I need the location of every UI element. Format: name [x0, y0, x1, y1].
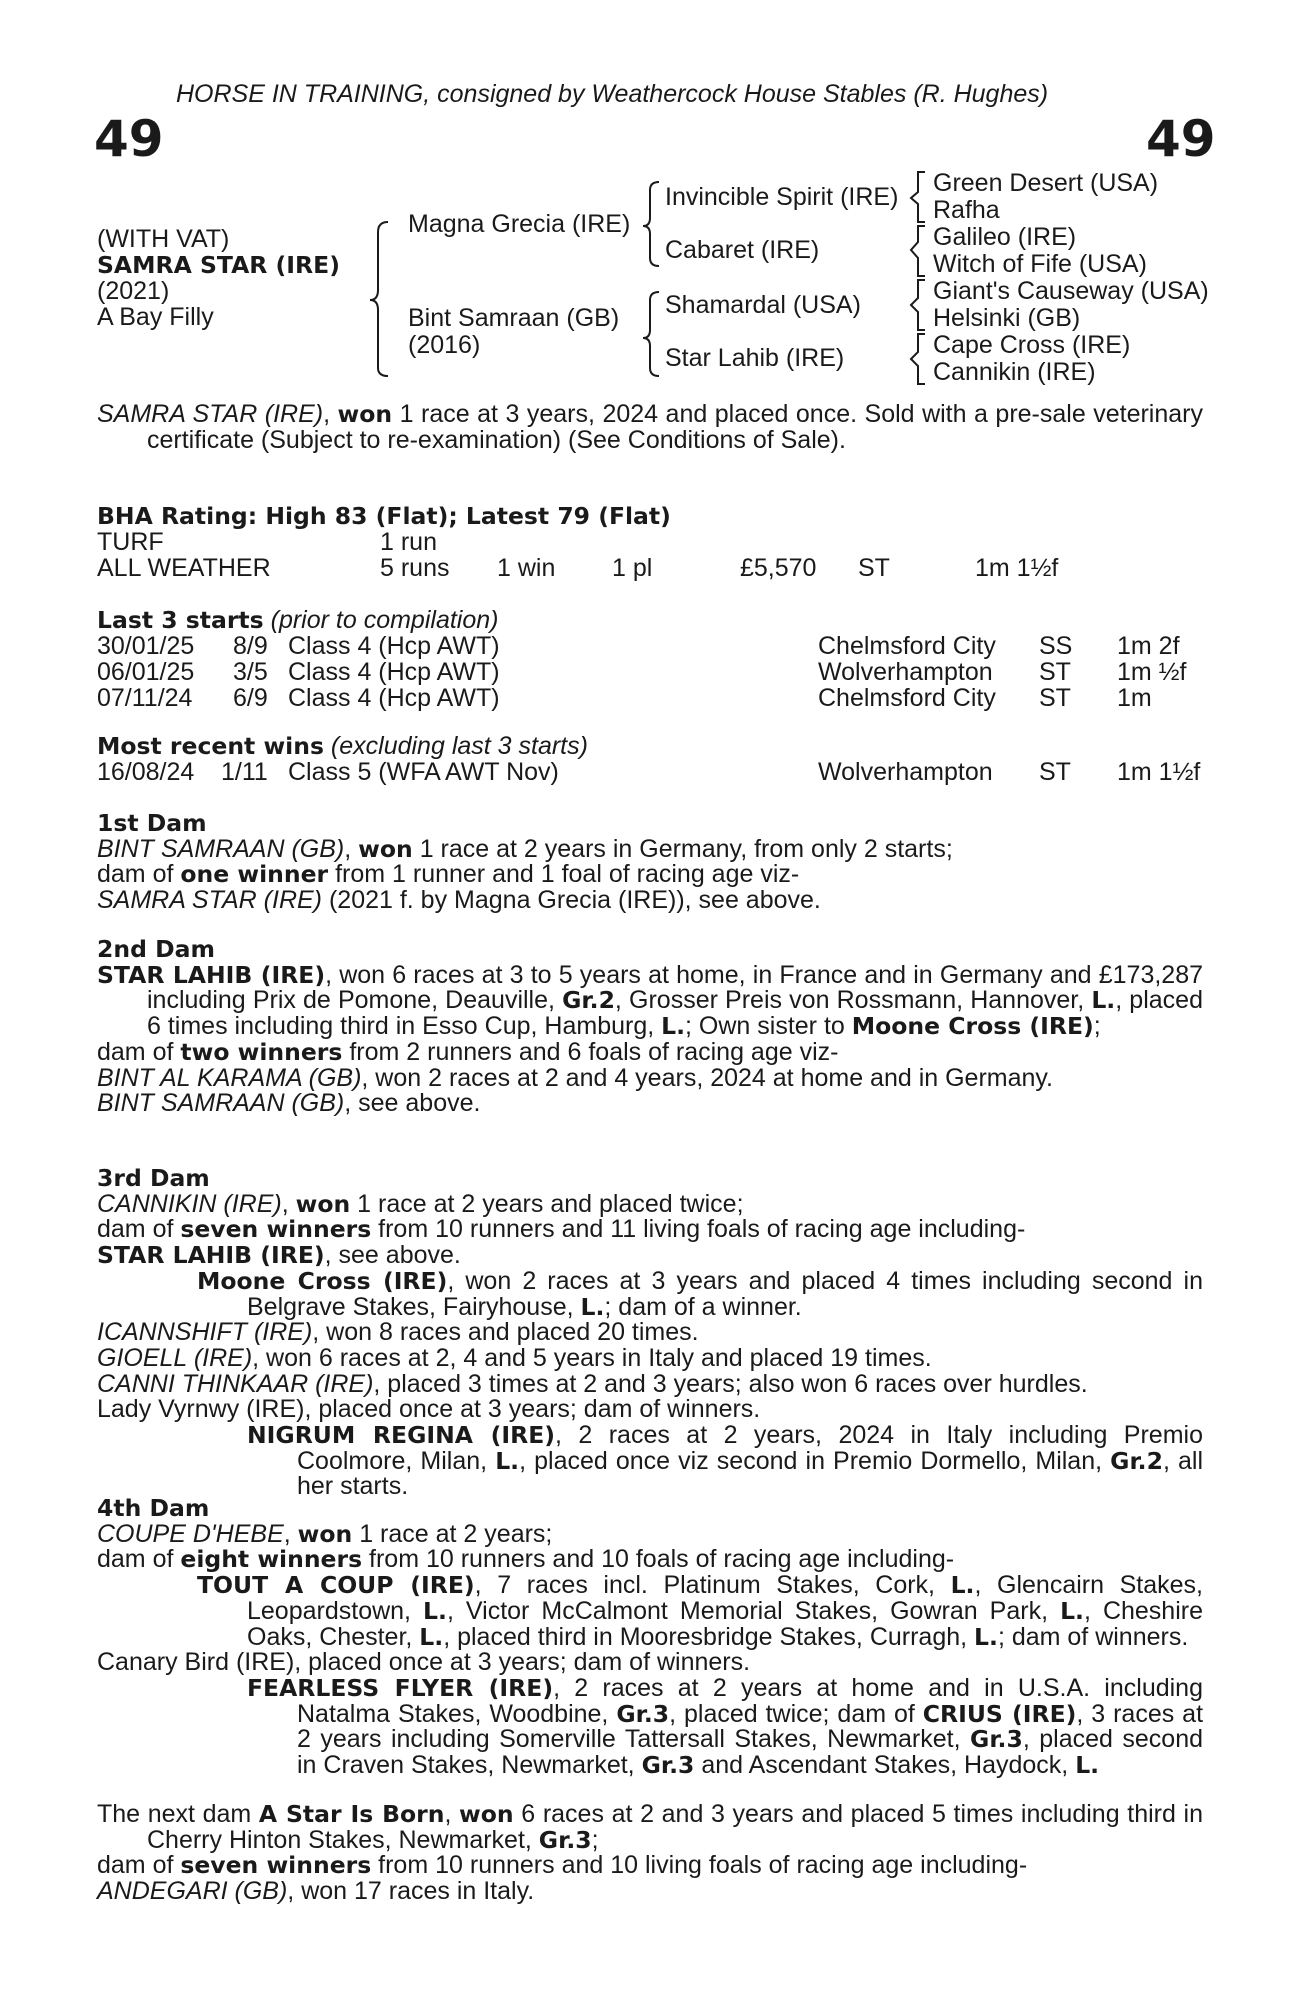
dam3-damof: dam of — [97, 1215, 181, 1244]
dam3-offspring-5-text: , placed 3 times at 2 and 3 years; also won 6 races over hurdles. — [373, 1369, 1088, 1398]
row-date: 16/08/24 — [97, 758, 195, 786]
dam4-o3-e: and Ascendant Stakes, Haydock, — [694, 1751, 1076, 1780]
sire-dam: Cabaret (IRE) — [665, 236, 820, 264]
dam4-o3-d: , placed second in Craven Stakes, Newmarket, — [297, 1725, 1204, 1780]
nextdam-grade: Gr.3 — [538, 1825, 592, 1854]
row-distance: 1m ½f — [1117, 658, 1187, 686]
dam3-grandoffspring-name: NIGRUM REGINA (IRE) — [247, 1421, 556, 1450]
dam2-text-a: , won 6 races at 3 to 5 years at home, in France and in Germany and £173,287 including Prix de Pomone, Deauville, — [147, 960, 1204, 1015]
dam1-damof: dam of — [97, 860, 181, 889]
vat-label: (WITH VAT) — [97, 225, 230, 253]
horse-year: (2021) — [97, 277, 170, 305]
dam-sire: Shamardal (USA) — [665, 291, 861, 319]
dam3-offspring-1-name: STAR LAHIB (IRE) — [97, 1241, 325, 1270]
dam4-section — [97, 1496, 1203, 1779]
nextdam-name: A Star Is Born — [258, 1800, 445, 1828]
row-pos: 1/11 — [221, 758, 268, 786]
dam3-section — [97, 1166, 1203, 1500]
dam4-offspring-1-name: TOUT A COUP (IRE) — [197, 1571, 475, 1600]
nextdam-damof: dam of — [97, 1851, 181, 1880]
dam1-name: BINT SAMRAAN (GB) — [97, 834, 345, 863]
dam: Bint Samraan (GB) — [408, 304, 620, 332]
nextdam-offspring-text: , won 17 races in Italy. — [287, 1877, 535, 1906]
table-row — [97, 686, 192, 712]
dam3-offspring-4-text: , won 6 races at 2, 4 and 5 years in Italy and placed 19 times. — [252, 1343, 932, 1372]
turf-label: TURF — [97, 528, 164, 556]
row-race: Class 5 (WFA AWT Nov) — [288, 758, 559, 786]
ped-ddd: Cannikin (IRE) — [933, 358, 1096, 386]
dam2-offspring-2-name: BINT SAMRAAN (GB) — [97, 1089, 345, 1118]
nextdam-winners: seven winners — [180, 1851, 372, 1880]
dam1-offspring-name: SAMRA STAR (IRE) — [97, 886, 323, 915]
ped-sss: Green Desert (USA) — [933, 169, 1159, 197]
dam4-name: COUPE D'HEBE — [97, 1519, 284, 1548]
row-pos: 3/5 — [233, 658, 268, 686]
dam4-o3-c: , 3 races at 2 years including Somerville Tattersall Stakes, Newmarket, — [297, 1699, 1204, 1754]
dam4-o1-f: ; dam of winners. — [997, 1622, 1189, 1651]
nextdam-won: won — [459, 1800, 514, 1828]
aw-label: ALL WEATHER — [97, 554, 271, 582]
dam3-grandoffspring-grade: Gr.2 — [1110, 1446, 1163, 1475]
row-date: 06/01/25 — [97, 658, 195, 686]
row-course: Chelmsford City — [818, 632, 996, 660]
dam3-runners: from 10 runners and 11 living foals of racing age including- — [371, 1215, 1026, 1244]
dam4-o3-b: , placed twice; dam of — [669, 1699, 923, 1728]
row-pos: 8/9 — [233, 632, 268, 660]
dam4-o3-gr3: Gr.3 — [641, 1751, 695, 1780]
row-race: Class 4 (Hcp AWT) — [288, 632, 500, 660]
row-surface: ST — [1039, 758, 1071, 786]
dam1-runners: from 1 runner and 1 foal of racing age viz- — [328, 860, 800, 889]
dam4-o1-l3: L. — [1060, 1596, 1084, 1625]
last3-heading — [97, 608, 498, 634]
table-row — [97, 634, 194, 660]
dam2-text-b: , Grosser Preis von Rossmann, Hannover, — [614, 986, 1092, 1015]
aw-placed: 1 pl — [612, 554, 653, 582]
summary-horse-name: SAMRA STAR (IRE) — [97, 400, 324, 428]
row-pos: 6/9 — [233, 684, 268, 712]
horse-name: SAMRA STAR (IRE) — [97, 251, 340, 279]
dam2-section — [97, 937, 1203, 1117]
dam2-offspring-1-text: , won 2 races at 2 and 4 years, 2024 at home and in Germany. — [361, 1063, 1054, 1092]
row-distance: 1m 1½f — [1117, 758, 1201, 786]
bha-heading: BHA Rating: High 83 (Flat); Latest 79 (Flat) — [97, 502, 671, 530]
row-surface: ST — [1039, 658, 1071, 686]
dam4-o1-l1: L. — [950, 1571, 975, 1600]
row-distance: 1m — [1117, 684, 1152, 712]
dam3-grandoffspring-text-c: , all her starts. — [297, 1446, 1204, 1501]
dam4-o1-e: , placed third in Mooresbridge Stakes, Curragh, — [443, 1622, 975, 1651]
dam4-runners: from 10 runners and 10 foals of racing age including- — [362, 1545, 955, 1574]
dam3-heading: 3rd Dam — [97, 1164, 210, 1192]
ped-ssd: Rafha — [933, 196, 1000, 224]
dam4-o1-a: , 7 races incl. Platinum Stakes, Cork, — [474, 1571, 951, 1600]
dam1-section: 1st Dam BINT SAMRAAN (GB), won 1 race at 2 years in Germany, from only 2 starts; dam of one winner from 1 runner and 1 foal of racing age viz- SAMRA STAR (IRE) (2021 f. by Magna Grecia (IRE)), see above. — [97, 811, 1203, 914]
dam2-text-d: ; Own sister to — [685, 1012, 852, 1041]
summary-paragraph: SAMRA STAR (IRE), won 1 race at 3 years, 2024 and placed once. Sold with a pre-sale veterinary certificate (Subject to re-examination) (See Conditions of Sale). — [97, 400, 1203, 454]
recent-heading-note: (excluding last 3 starts) — [323, 732, 588, 760]
dam2-damof: dam of — [97, 1037, 181, 1066]
dam4-o3-crius: CRIUS (IRE) — [922, 1699, 1077, 1728]
dam3-offspring-1-text: , see above. — [324, 1241, 461, 1270]
dam3-offspring-5-name: CANNI THINKAAR (IRE) — [97, 1369, 374, 1398]
ped-dsd: Helsinki (GB) — [933, 304, 1081, 332]
dam-year: (2016) — [408, 331, 481, 359]
last3-heading-text: Last 3 starts — [97, 606, 264, 634]
nextdam-offspring-name: ANDEGARI (GB) — [97, 1877, 288, 1906]
nextdam-intro: The next dam — [97, 1800, 259, 1828]
dam4-offspring-2: Canary Bird (IRE), placed once at 3 years; dam of winners. — [97, 1648, 751, 1677]
dam4-won: won — [297, 1519, 353, 1548]
last3-heading-note: (prior to compilation) — [263, 606, 499, 634]
dam4-o3-a: , 2 races at 2 years at home and in U.S.A. including Natalma Stakes, Woodbine, — [297, 1673, 1203, 1728]
dam2-text-e: ; — [1093, 1012, 1101, 1041]
table-row — [97, 760, 194, 786]
dam3-offspring-3-name: ICANNSHIFT (IRE) — [97, 1318, 313, 1347]
dam3-text: 1 race at 2 years and placed twice; — [350, 1189, 744, 1218]
dam3-winners: seven winners — [180, 1215, 372, 1244]
dam3-grandoffspring-listed: L. — [495, 1446, 520, 1475]
recent-heading-text: Most recent wins — [97, 732, 324, 760]
row-course: Wolverhampton — [818, 658, 993, 686]
dam3-offspring-2-text-b: ; dam of a winner. — [604, 1292, 802, 1321]
row-surface: SS — [1039, 632, 1073, 660]
dam4-text: 1 race at 2 years; — [352, 1519, 553, 1548]
dam1-winners: one winner — [180, 860, 329, 889]
aw-surface: ST — [858, 554, 890, 582]
dam4-winners: eight winners — [180, 1545, 363, 1574]
dam3-grandoffspring-text-b: , placed once viz second in Premio Dormello, Milan, — [519, 1446, 1111, 1475]
dam3-offspring-3-text: , won 8 races and placed 20 times. — [312, 1318, 699, 1347]
ped-sds: Galileo (IRE) — [933, 223, 1077, 251]
dam3-offspring-2-listed: L. — [580, 1292, 605, 1321]
lot-number-right: 49 — [1146, 110, 1216, 168]
dam2-heading: 2nd Dam — [97, 935, 215, 963]
dam1-text: 1 race at 2 years in Germany, from only 2 starts; — [412, 834, 953, 863]
dam1-offspring-text: (2021 f. by Magna Grecia (IRE)), see above. — [322, 886, 821, 915]
dam4-o3-l: L. — [1075, 1751, 1100, 1780]
dam4-o3-gr1: Gr.3 — [616, 1699, 670, 1728]
dam2-winners: two winners — [180, 1037, 343, 1066]
lot-number-left: 49 — [94, 110, 164, 168]
row-distance: 1m 2f — [1117, 632, 1180, 660]
dam3-grandoffspring-text-a: , 2 races at 2 years, 2024 in Italy including Premio Coolmore, Milan, — [297, 1421, 1203, 1475]
dam2-grade: Gr.2 — [562, 986, 615, 1015]
dam4-o1-c: , Victor McCalmont Memorial Stakes, Gowran Park, — [446, 1596, 1061, 1625]
sire-sire: Invincible Spirit (IRE) — [665, 183, 899, 211]
dam4-damof: dam of — [97, 1545, 181, 1574]
dam2-sister: Moone Cross (IRE) — [851, 1012, 1094, 1041]
row-surface: ST — [1039, 684, 1071, 712]
nextdam-end: ; — [591, 1825, 599, 1854]
nextdam-section — [97, 1802, 1203, 1905]
aw-wins: 1 win — [497, 554, 556, 582]
dam3-comma: , — [281, 1189, 296, 1218]
aw-prize: £5,570 — [740, 554, 817, 582]
dam4-o1-l4: L. — [419, 1622, 444, 1651]
dam-dam: Star Lahib (IRE) — [665, 344, 845, 372]
dam3-offspring-2-name: Moone Cross (IRE) — [197, 1266, 448, 1295]
dam1-heading: 1st Dam — [97, 809, 207, 837]
row-date: 30/01/25 — [97, 632, 195, 660]
dam4-o1-b: , Glencairn Stakes, Leopardstown, — [247, 1571, 1203, 1625]
ped-sdd: Witch of Fife (USA) — [933, 250, 1147, 278]
dam3-offspring-2-text-a: , won 2 races at 3 years and placed 4 times including second in Belgrave Stakes, Fairyhouse, — [247, 1266, 1203, 1321]
page-header: HORSE IN TRAINING, consigned by Weathercock House Stables (R. Hughes) — [176, 80, 1049, 108]
table-row — [97, 660, 194, 686]
dam4-o3-gr2: Gr.3 — [970, 1725, 1023, 1754]
dam4-o1-l2: L. — [423, 1596, 447, 1625]
nextdam-text: 6 races at 2 and 3 years and placed 5 times including third in Cherry Hinton Stakes, Newmarket, — [147, 1800, 1203, 1854]
dam2-offspring-1-name: BINT AL KARAMA (GB) — [97, 1063, 362, 1092]
summary-won: won — [337, 400, 393, 428]
row-date: 07/11/24 — [97, 684, 193, 712]
recent-heading — [97, 734, 588, 760]
turf-runs: 1 run — [380, 528, 437, 556]
aw-runs: 5 runs — [380, 554, 450, 582]
row-race: Class 4 (Hcp AWT) — [288, 658, 500, 686]
dam2-listed-2: L. — [661, 1012, 686, 1041]
dam1-won: won — [358, 834, 413, 863]
dam3-offspring-4-name: GIOELL (IRE) — [97, 1343, 253, 1372]
dam4-grandoffspring-name: FEARLESS FLYER (IRE) — [247, 1673, 554, 1702]
dam2-listed-1: L. — [1091, 986, 1116, 1015]
summary-text: 1 race at 3 years, 2024 and placed once. Sold with a pre-sale veterinary certificate (Subject to re-examination) (See Conditions of Sale). — [147, 400, 1203, 454]
row-race: Class 4 (Hcp AWT) — [288, 684, 500, 712]
row-course: Wolverhampton — [818, 758, 993, 786]
dam2-text-c: , placed 6 times including third in Esso Cup, Hamburg, — [147, 986, 1203, 1041]
ped-dds: Cape Cross (IRE) — [933, 331, 1131, 359]
dam4-comma: , — [283, 1519, 298, 1548]
ped-dss: Giant's Causeway (USA) — [933, 277, 1209, 305]
dam2-runners: from 2 runners and 6 foals of racing age viz- — [342, 1037, 839, 1066]
dam3-won: won — [295, 1189, 351, 1218]
dam4-heading: 4th Dam — [97, 1494, 210, 1522]
sire: Magna Grecia (IRE) — [408, 210, 631, 238]
nextdam-runners: from 10 runners and 10 living foals of racing age including- — [371, 1851, 1028, 1880]
nextdam-comma: , — [444, 1800, 460, 1828]
dam4-o1-d: , Cheshire Oaks, Chester, — [247, 1596, 1203, 1651]
horse-description: A Bay Filly — [97, 303, 214, 331]
dam3-name: CANNIKIN (IRE) — [97, 1189, 282, 1218]
dam2-name: STAR LAHIB (IRE) — [97, 960, 326, 989]
dam3-offspring-6: Lady Vyrnwy (IRE), placed once at 3 years; dam of winners. — [97, 1395, 761, 1424]
dam2-offspring-2-text: , see above. — [344, 1089, 481, 1118]
aw-distance: 1m 1½f — [975, 554, 1059, 582]
dam4-o1-l5: L. — [974, 1622, 998, 1651]
row-course: Chelmsford City — [818, 684, 996, 712]
